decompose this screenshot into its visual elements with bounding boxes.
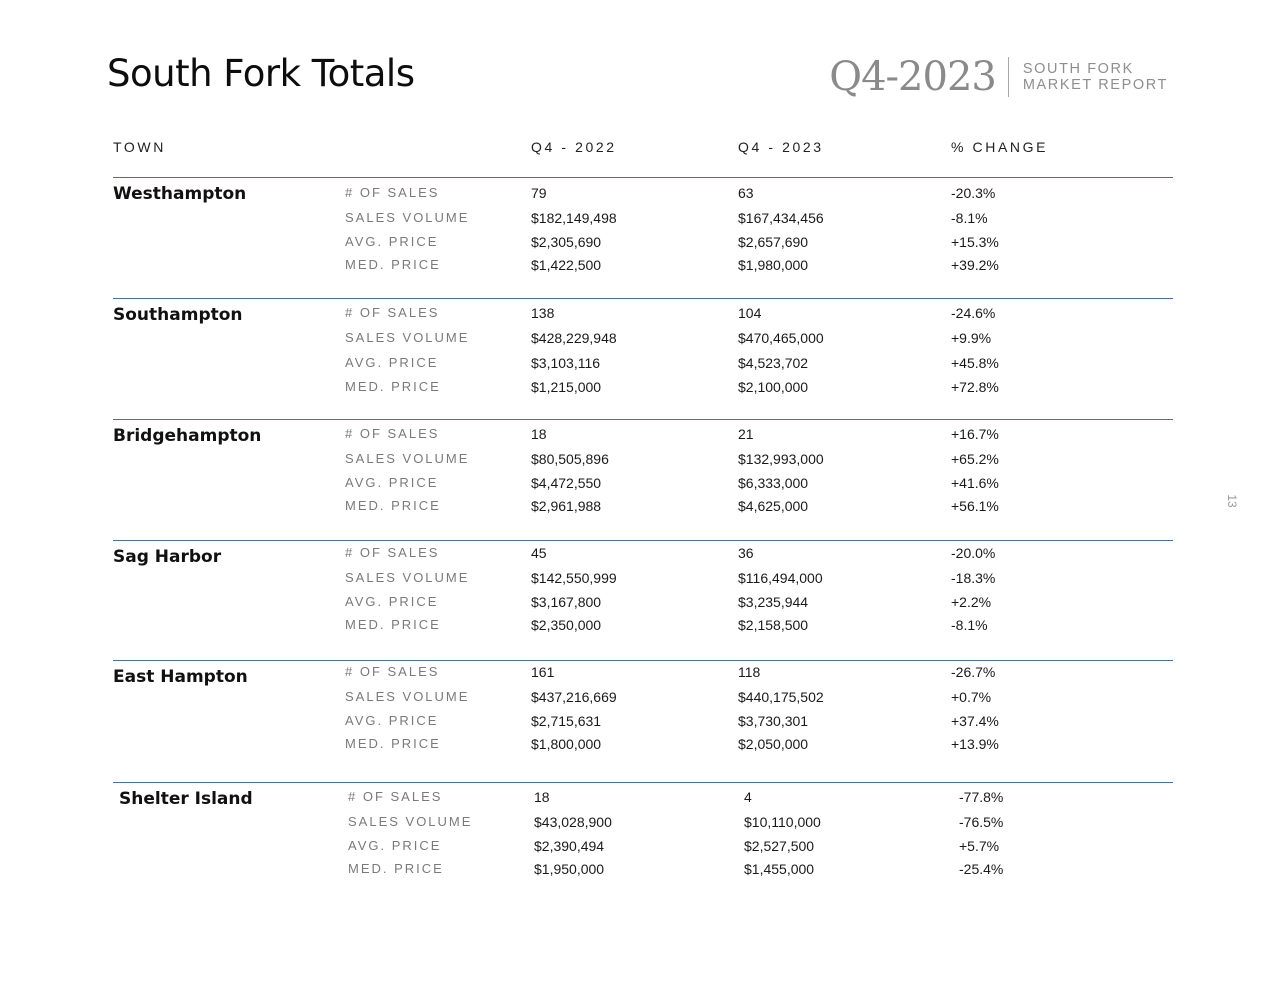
q4-2022-value: $1,950,000 [534, 861, 605, 877]
table-row [113, 257, 1173, 277]
metric-label: AVG. PRICE [345, 234, 439, 249]
metric-label: # OF SALES [345, 185, 440, 200]
metric-label: SALES VOLUME [345, 451, 470, 466]
table-row [113, 426, 1173, 446]
change-value: +0.7% [951, 689, 992, 705]
town-block-southampton [113, 298, 1173, 395]
q4-2022-value: $2,350,000 [531, 617, 602, 633]
q4-2023-value: $2,657,690 [738, 234, 809, 250]
table-row [113, 330, 1173, 350]
table-row [113, 234, 1173, 254]
q4-2023-value: $6,333,000 [738, 475, 809, 491]
town-name: Southampton [113, 305, 243, 325]
q4-2022-value: $428,229,948 [531, 330, 617, 346]
page-number: 13 [1225, 494, 1239, 508]
change-value: +2.2% [951, 594, 992, 610]
q4-2022-value: 18 [534, 789, 550, 805]
metric-label: MED. PRICE [345, 257, 441, 272]
q4-2023-value: 21 [738, 426, 754, 442]
change-value: -26.7% [951, 664, 996, 680]
metric-label: MED. PRICE [345, 617, 441, 632]
q4-2023-value: 36 [738, 545, 754, 561]
town-block-east-hampton [113, 660, 1173, 752]
table-row [113, 814, 1173, 834]
change-value: +16.7% [951, 426, 999, 442]
change-value: -25.4% [959, 861, 1004, 877]
table-row [113, 861, 1173, 881]
q4-2023-value: $116,494,000 [738, 570, 823, 586]
report-brand [829, 54, 1168, 100]
metric-label: MED. PRICE [345, 498, 441, 513]
q4-2022-value: $2,715,631 [531, 713, 602, 729]
town-block-shelter-island [113, 782, 1173, 877]
metric-label: # OF SALES [345, 305, 440, 320]
q4-2022-value: $437,216,669 [531, 689, 617, 705]
q4-2023-value: $3,235,944 [738, 594, 809, 610]
table-row [113, 475, 1173, 495]
q4-2022-value: $1,215,000 [531, 379, 602, 395]
change-value: -24.6% [951, 305, 996, 321]
table-row [113, 736, 1173, 756]
change-value: +45.8% [951, 355, 999, 371]
report-name [1023, 61, 1168, 93]
town-name: Westhampton [113, 184, 247, 204]
change-value: -77.8% [959, 789, 1004, 805]
change-value: +15.3% [951, 234, 999, 250]
town-name: Bridgehampton [113, 426, 262, 446]
change-value: -20.0% [951, 545, 996, 561]
change-value: +72.8% [951, 379, 999, 395]
table-row [113, 185, 1173, 205]
q4-2022-value: 45 [531, 545, 547, 561]
table-row [113, 713, 1173, 733]
q4-2023-value: 63 [738, 185, 754, 201]
q4-2022-value: $4,472,550 [531, 475, 602, 491]
q4-2022-value: $2,305,690 [531, 234, 602, 250]
change-value: -18.3% [951, 570, 996, 586]
q4-2022-value: $1,422,500 [531, 257, 602, 273]
q4-2022-value: $2,961,988 [531, 498, 602, 514]
q4-2022-value: $142,550,999 [531, 570, 617, 586]
q4-2023-value: $2,527,500 [744, 838, 815, 854]
metric-label: AVG. PRICE [345, 355, 439, 370]
change-value: +65.2% [951, 451, 999, 467]
q4-2023-value: $2,100,000 [738, 379, 809, 395]
column-header-q4-2022: Q4 - 2022 [531, 139, 617, 155]
q4-2022-value: 161 [531, 664, 555, 680]
table-row [113, 789, 1173, 809]
metric-label: MED. PRICE [345, 736, 441, 751]
table-row [113, 379, 1173, 399]
town-block-sag-harbor [113, 540, 1173, 633]
metric-label: # OF SALES [345, 426, 440, 441]
table-row [113, 545, 1173, 565]
town-name: East Hampton [113, 667, 248, 687]
table-row [113, 689, 1173, 709]
column-header-change: % CHANGE [951, 139, 1049, 155]
column-header-q4-2023: Q4 - 2023 [738, 139, 824, 155]
metric-label: # OF SALES [348, 789, 443, 804]
metric-label: MED. PRICE [345, 379, 441, 394]
metric-label: SALES VOLUME [348, 814, 473, 829]
q4-2023-value: $2,158,500 [738, 617, 809, 633]
q4-2023-value: $10,110,000 [744, 814, 821, 830]
q4-2023-value: $4,625,000 [738, 498, 809, 514]
change-value: -76.5% [959, 814, 1004, 830]
q4-2022-value: $182,149,498 [531, 210, 617, 226]
q4-2023-value: $1,980,000 [738, 257, 809, 273]
metric-label: AVG. PRICE [348, 838, 442, 853]
change-value: +56.1% [951, 498, 999, 514]
town-name: Shelter Island [119, 789, 253, 809]
page-title: South Fork Totals [107, 52, 415, 95]
table-row [113, 305, 1173, 325]
report-quarter: Q4-2023 [829, 54, 996, 100]
table-row [113, 451, 1173, 471]
q4-2023-value: 4 [744, 789, 752, 805]
change-value: -20.3% [951, 185, 996, 201]
q4-2023-value: 104 [738, 305, 762, 321]
town-block-westhampton [113, 177, 1173, 273]
change-value: +41.6% [951, 475, 999, 491]
metric-label: SALES VOLUME [345, 210, 470, 225]
q4-2022-value: $80,505,896 [531, 451, 609, 467]
change-value: -8.1% [951, 617, 988, 633]
metric-label: SALES VOLUME [345, 570, 470, 585]
table-row [113, 570, 1173, 590]
report-name-line1: SOUTH FORK [1022, 61, 1134, 77]
table-row [113, 498, 1173, 518]
q4-2023-value: $132,993,000 [738, 451, 824, 467]
table-row [113, 838, 1173, 858]
change-value: -8.1% [951, 210, 988, 226]
q4-2022-value: $3,103,116 [531, 355, 601, 371]
table-row [113, 355, 1173, 375]
column-header-town: TOWN [113, 139, 166, 155]
metric-label: MED. PRICE [348, 861, 444, 876]
q4-2023-value: $3,730,301 [738, 713, 809, 729]
q4-2022-value: $3,167,800 [531, 594, 602, 610]
q4-2023-value: $470,465,000 [738, 330, 824, 346]
metric-label: AVG. PRICE [345, 594, 439, 609]
metric-label: SALES VOLUME [345, 689, 470, 704]
q4-2022-value: 18 [531, 426, 547, 442]
metric-label: AVG. PRICE [345, 475, 439, 490]
q4-2022-value: 138 [531, 305, 555, 321]
q4-2023-value: $167,434,456 [738, 210, 824, 226]
q4-2023-value: $1,455,000 [744, 861, 815, 877]
change-value: +9.9% [951, 330, 992, 346]
table-row [113, 617, 1173, 637]
brand-divider [1008, 57, 1009, 97]
q4-2022-value: $43,028,900 [534, 814, 612, 830]
q4-2022-value: $1,800,000 [531, 736, 602, 752]
table-row [113, 210, 1173, 230]
metric-label: AVG. PRICE [345, 713, 439, 728]
town-name: Sag Harbor [113, 547, 222, 567]
q4-2023-value: $2,050,000 [738, 736, 809, 752]
table-row [113, 664, 1173, 684]
change-value: +39.2% [951, 257, 999, 273]
q4-2023-value: $4,523,702 [738, 355, 809, 371]
change-value: +37.4% [951, 713, 999, 729]
q4-2022-value: 79 [531, 185, 547, 201]
town-block-bridgehampton [113, 419, 1173, 514]
metric-label: SALES VOLUME [345, 330, 470, 345]
q4-2022-value: $2,390,494 [534, 838, 605, 854]
report-name-line2: MARKET REPORT [1022, 77, 1168, 93]
table-row [113, 594, 1173, 614]
metric-label: # OF SALES [345, 545, 440, 560]
change-value: +5.7% [959, 838, 1000, 854]
change-value: +13.9% [951, 736, 999, 752]
metric-label: # OF SALES [345, 664, 440, 679]
q4-2023-value: 118 [738, 664, 761, 680]
q4-2023-value: $440,175,502 [738, 689, 824, 705]
